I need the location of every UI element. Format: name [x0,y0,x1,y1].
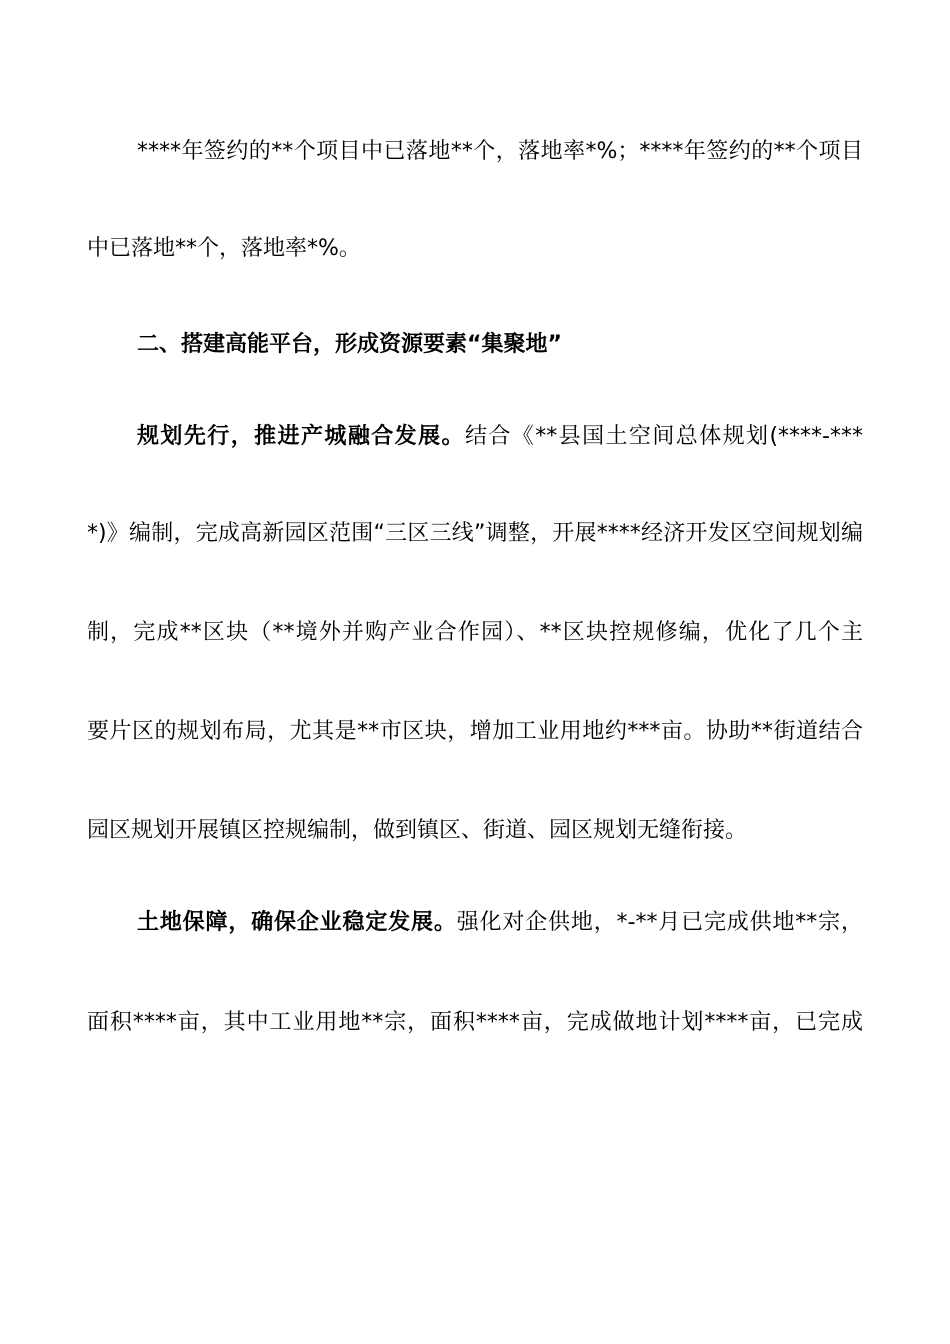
paragraph-1-line-2: 中已落地**个，落地率*%。 [87,236,361,261]
paragraph-3-line-2: 面积****亩，其中工业用地**宗，面积****亩，完成做地计划****亩，已完成 [87,1010,863,1035]
section-heading: 二、搭建高能平台，形成资源要素“集聚地” [137,332,562,357]
paragraph-1-line-1: ****年签约的**个项目中已落地**个，落地率*%；****年签约的**个项目 [137,139,863,164]
paragraph-3-line-1-text: 强化对企供地，*-**月已完成供地**宗， [456,910,863,935]
paragraph-2-line-4: 要片区的规划布局，尤其是**市区块，增加工业用地约***亩。协助**街道结合 [87,719,863,744]
paragraph-3-line-1 [137,907,863,939]
paragraph-2-line-1-text: 结合《**县国土空间总体规划(****-*** [464,424,863,449]
paragraph-2-line-2: *)》编制，完成高新园区范围“三区三线”调整，开展****经济开发区空间规划编 [87,521,863,546]
paragraph-2-line-3: 制，完成**区块（**境外并购产业合作园）、**区块控规修编，优化了几个主 [87,620,863,645]
paragraph-3-lead: 土地保障，确保企业稳定发展。 [137,910,457,935]
paragraph-2-line-5: 园区规划开展镇区控规编制，做到镇区、街道、园区规划无缝衔接。 [87,818,748,843]
paragraph-2-lead: 规划先行，推进产城融合发展。 [137,424,465,449]
paragraph-2-line-1 [137,421,863,453]
